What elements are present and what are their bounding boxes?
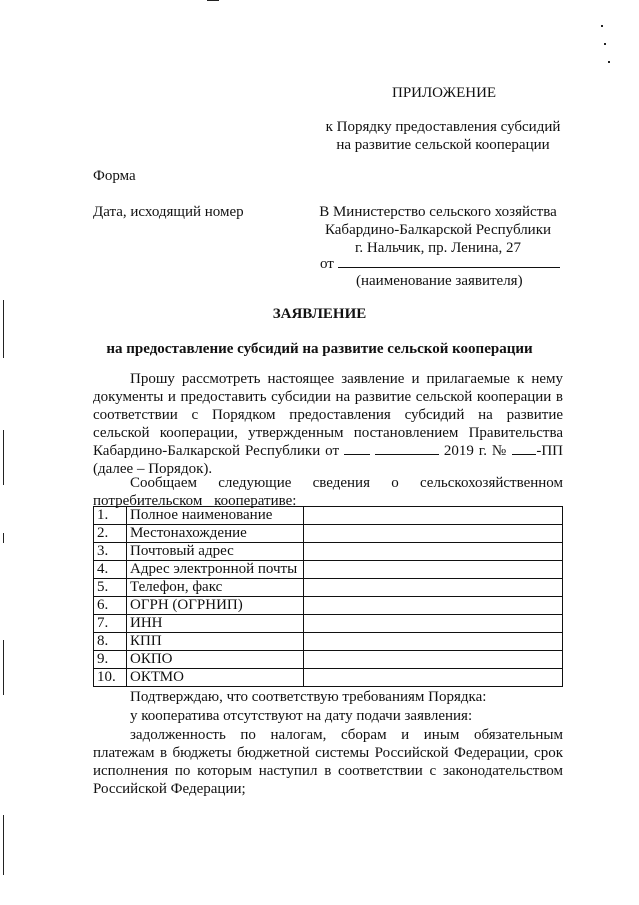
row-number: 2. xyxy=(94,525,127,543)
table-row xyxy=(94,651,563,669)
row-field-name: Почтовый адрес xyxy=(127,543,304,561)
row-field-name: ОГРН (ОГРНИП) xyxy=(127,597,304,615)
row-field-value[interactable] xyxy=(304,633,563,651)
date-month-blank[interactable] xyxy=(375,442,439,455)
scan-dot-2 xyxy=(604,43,606,45)
row-field-name: ОКПО xyxy=(127,651,304,669)
confirm-paragraph: Подтверждаю, что соответствую требованиям Порядка: xyxy=(130,689,487,705)
row-field-name: Полное наименование xyxy=(127,507,304,525)
absence-paragraph: у кооператива отсутствуют на дату подачи заявления: xyxy=(130,708,473,724)
recipient-block xyxy=(308,203,568,257)
row-field-value[interactable] xyxy=(304,507,563,525)
row-number: 3. xyxy=(94,543,127,561)
row-field-value[interactable] xyxy=(304,543,563,561)
appendix-reference xyxy=(318,118,568,154)
row-field-name: ИНН xyxy=(127,615,304,633)
scan-mark-left-5 xyxy=(3,815,4,875)
row-number: 1. xyxy=(94,507,127,525)
row-field-value[interactable] xyxy=(304,561,563,579)
tax-debt-paragraph: задолженность по налогам, сборам и иным обязательным платежам в бюджеты бюджетной системы Российской Федерации, срок исполнения по которым наступил в соответствии с законодательством Российской Федерации; xyxy=(93,727,563,797)
appendix-line-2: на развитие сельской кооперации xyxy=(336,137,550,153)
row-number: 4. xyxy=(94,561,127,579)
applicant-from-row xyxy=(320,255,560,273)
request-paragraph xyxy=(93,370,563,478)
form-label: Форма xyxy=(93,168,136,184)
row-field-value[interactable] xyxy=(304,525,563,543)
row-number: 5. xyxy=(94,579,127,597)
table-row xyxy=(94,633,563,651)
date-day-blank[interactable] xyxy=(344,442,370,455)
row-number: 6. xyxy=(94,597,127,615)
recipient-line-3: г. Нальчик, пр. Ленина, 27 xyxy=(354,240,522,256)
row-field-value[interactable] xyxy=(304,669,563,687)
applicant-caption: (наименование заявителя) xyxy=(356,273,523,289)
table-row xyxy=(94,597,563,615)
request-suffix: -ПП xyxy=(536,443,564,459)
resolution-number-blank[interactable] xyxy=(512,442,536,455)
scan-mark-top xyxy=(207,0,219,1)
request-year: 2019 г. № xyxy=(443,443,508,459)
table-row xyxy=(94,543,563,561)
row-field-name: Адрес электронной почты xyxy=(127,561,304,579)
table-row xyxy=(94,525,563,543)
row-number: 8. xyxy=(94,633,127,651)
table-row xyxy=(94,669,563,687)
request-text: Прошу рассмотреть настоящее заявление и прилагаемые к нему документы и предоставить субсидии на развитие сельской кооперации в соответствии с Порядком предоставления субсидий на развитие сельской кооперации, утвержденным постановлением Правительства Кабардино-Балкарской Республики от xyxy=(93,371,563,459)
row-field-name: Телефон, факс xyxy=(127,579,304,597)
scan-mark-left-2 xyxy=(3,430,4,485)
appendix-line-1: к Порядку предоставления субсидий xyxy=(325,119,561,135)
scan-mark-left-3 xyxy=(3,533,4,543)
recipient-line-2: Кабардино-Балкарской Республики xyxy=(324,222,552,238)
table-row xyxy=(94,507,563,525)
table-row xyxy=(94,615,563,633)
applicant-name-line[interactable] xyxy=(338,255,560,268)
row-number: 7. xyxy=(94,615,127,633)
info-intro-paragraph: Сообщаем следующие сведения о сельскохозяйственном потребительском кооперативе: xyxy=(93,475,563,509)
table-row xyxy=(94,579,563,597)
row-field-name: КПП xyxy=(127,633,304,651)
row-number: 10. xyxy=(94,669,127,687)
row-field-value[interactable] xyxy=(304,615,563,633)
scan-dot-3 xyxy=(608,61,610,63)
document-title: ЗАЯВЛЕНИЕ xyxy=(272,306,367,322)
cooperative-info-table xyxy=(93,506,563,687)
from-prefix: от xyxy=(320,256,334,272)
appendix-title: ПРИЛОЖЕНИЕ xyxy=(392,85,497,101)
row-field-name: ОКТМО xyxy=(127,669,304,687)
scan-mark-left-4 xyxy=(3,640,4,695)
row-field-name: Местонахождение xyxy=(127,525,304,543)
request-end: (далее – Порядок). xyxy=(93,461,213,477)
row-field-value[interactable] xyxy=(304,579,563,597)
row-number: 9. xyxy=(94,651,127,669)
date-number-label: Дата, исходящий номер xyxy=(93,204,244,220)
row-field-value[interactable] xyxy=(304,597,563,615)
document-subtitle: на предоставление субсидий на развитие сельской кооперации xyxy=(106,341,533,357)
row-field-value[interactable] xyxy=(304,651,563,669)
recipient-line-1: В Министерство сельского хозяйства xyxy=(319,204,557,220)
scan-dot-1 xyxy=(601,25,603,27)
table-row xyxy=(94,561,563,579)
